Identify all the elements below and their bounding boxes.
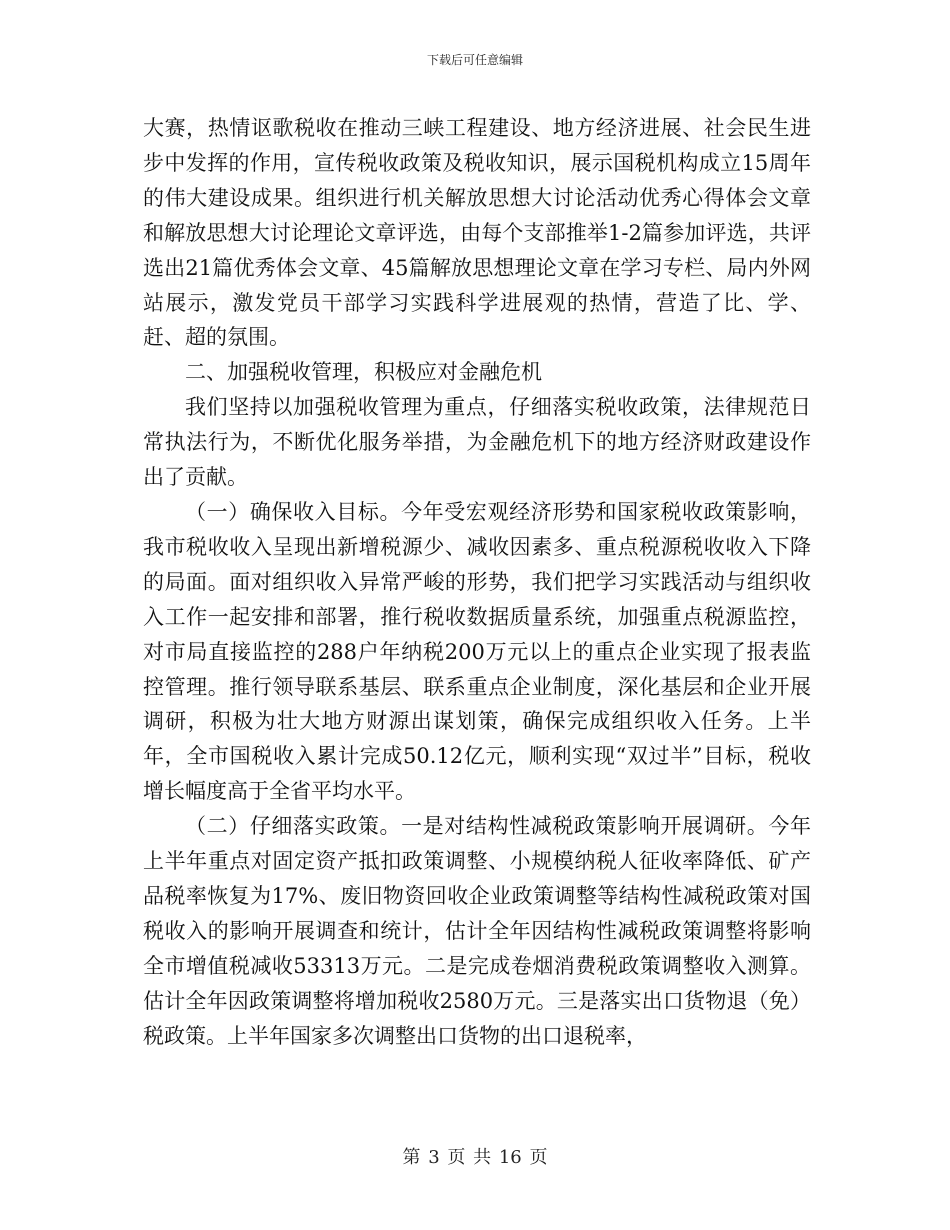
paragraph-1: 大赛，热情讴歌税收在推动三峡工程建设、地方经济进展、社会民生进步中发挥的作用，宣传税收政策及税收知识，展示国税机构成立15周年的伟大建设成果。组织进行机关解放思想大讨论活动优秀心得体会文章和解放思想大讨论理论文章评选，由每个支部推举1-2篇参加评选，共评选出21篇优秀体会文章、45篇解放思想理论文章在学习专栏、局内外网站展示，激发党员干部学习实践科学进展观的热情，营造了比、学、赶、超的氛围。 [143, 116, 811, 350]
page-header-note: 下载后可任意编辑 [426, 53, 523, 67]
section-heading: 二、加强税收管理，积极应对金融危机 [185, 360, 542, 385]
document-body [143, 111, 811, 1053]
paragraph-4: （二）仔细落实政策。一是对结构性减税政策影响开展调研。今年上半年重点对固定资产抵扣政策调整、小规模纳税人征收率降低、矿产品税率恢复为17%、废旧物资回收企业政策调整等结构性减税政策对国税收入的影响开展调查和统计，估计全年因结构性减税政策调整将影响全市增值税减收53313万元。二是完成卷烟消费税政策调整收入测算。估计全年因政策调整将增加税收2580万元。三是落实出口货物退（免）税政策。上半年国家多次调整出口货物的出口退税率， [143, 814, 811, 1048]
paragraph-3: （一）确保收入目标。今年受宏观经济形势和国家税收政策影响，我市税收收入呈现出新增税源少、减收因素多、重点税源税收收入下降的局面。面对组织收入异常严峻的形势，我们把学习实践活动与组织收入工作一起安排和部署，推行税收数据质量系统，加强重点税源监控，对市局直接监控的288户年纳税200万元以上的重点企业实现了报表监控管理。推行领导联系基层、联系重点企业制度，深化基层和企业开展调研，积极为壮大地方财源出谋划策，确保完成组织收入任务。上半年，全市国税收入累计完成50.12亿元，顺利实现“双过半”目标，税收增长幅度高于全省平均水平。 [143, 499, 811, 804]
paragraph-2: 我们坚持以加强税收管理为重点，仔细落实税收政策，法律规范日常执法行为，不断优化服务举措，为金融危机下的地方经济财政建设作出了贡献。 [143, 395, 811, 490]
page-number: 第 3 页 共 16 页 [402, 1147, 548, 1168]
